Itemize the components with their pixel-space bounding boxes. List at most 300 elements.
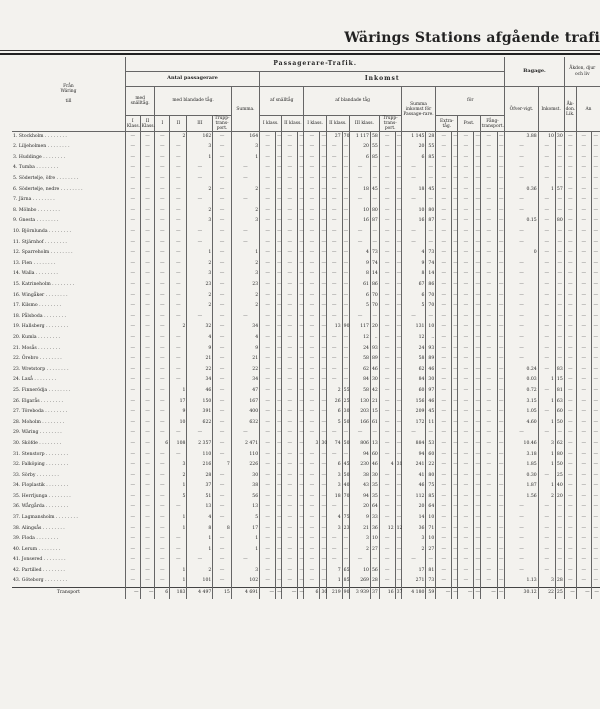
cell-sum: 3 [231,142,259,153]
cell-po: — [474,153,480,164]
cell-i: — [155,534,170,545]
cell-a3: — [591,206,600,217]
cell-e2: — [140,386,155,397]
cell-ic1: — [260,238,276,249]
cell-ic1m: — [304,365,320,376]
cell-po: — [474,418,480,429]
cell-iiio: 20 [370,322,379,333]
cell-ic1mo: 30 [320,439,326,450]
cell-xo: — [452,142,458,153]
station-name: 42. Partilled . . . . . . . . [13,568,65,574]
cell-f: — [480,269,497,280]
cell-troop: — [213,301,231,312]
cell-a3: — [591,397,600,408]
cell-a1: — [564,513,576,524]
cell-i: — [155,259,170,270]
cell-iiio: 13 [370,439,379,450]
cell-po: — [474,333,480,344]
cell-tot: 5 [401,301,426,312]
cell-t: 16 [379,587,395,599]
cell-ic1m: — [304,248,320,259]
cell-x: — [436,280,452,291]
mixed-header: med blandade tåg. [155,87,231,116]
cell-ic1o: — [276,269,282,280]
cell-fo: — [497,566,505,577]
cell-ii: — [170,333,187,344]
cell-ic2: — [282,248,298,259]
cell-ic2: — [282,344,298,355]
cell-fo: — [497,259,505,270]
cell-iiio: 28 [370,577,379,588]
cell-troop: — [213,280,231,291]
cell-a2: — [576,142,591,153]
cell-bo: — [555,153,564,164]
cell-f: — [480,502,497,513]
cell-ic1: — [260,142,276,153]
cell-a2: — [576,587,591,599]
cell-po: — [474,513,480,524]
cell-iii: — [187,163,213,174]
cell-po: — [474,238,480,249]
cell-po: — [474,163,480,174]
cell-iiio: — [370,174,379,185]
cell-iiio: 93 [370,344,379,355]
cell-bo: — [555,566,564,577]
cell-i: — [155,492,170,503]
cell-iii: 150 [187,397,213,408]
cell-troop: — [213,555,231,566]
cell-to: 37 [395,587,401,599]
cell-iiio: 35 [370,481,379,492]
cell-a2: — [576,259,591,270]
cell-po: — [474,312,480,323]
cell-a2: — [576,513,591,524]
cell-ic: — [342,450,349,461]
cell-troop: — [213,407,231,418]
cell-f: — [480,195,497,206]
cell-t: — [379,407,395,418]
cell-bo: — [555,312,564,323]
station-name: 17. Kilsmo . . . . . . . . [13,303,61,309]
table-row [12,227,600,238]
cell-bk: — [538,386,555,397]
cell-iii: 2 [187,185,213,196]
cell-iic: — [326,238,342,249]
cell-i: — [155,195,170,206]
cell-po: — [474,248,480,259]
cell-e1: — [125,354,140,365]
cell-toto: 30 [426,375,436,386]
cell-ii: 2 [170,132,187,143]
cell-a1: — [564,365,576,376]
cell-x: — [436,460,452,471]
cell-ic1: — [260,566,276,577]
cell-tot: 4 [401,248,426,259]
cell-fo: — [497,174,505,185]
cell-iiik: — [350,312,371,323]
cell-fo: — [497,513,505,524]
cell-iiik: 94 [350,450,371,461]
cell-a1: — [564,577,576,588]
cell-t: — [379,322,395,333]
cell-a2: — [576,269,591,280]
cell-sum: 4 691 [231,587,259,599]
cell-x: — [436,163,452,174]
cell-a3: — [591,471,600,482]
cell-a1: — [564,418,576,429]
cell-bk: — [538,566,555,577]
cell-po: — [474,534,480,545]
cell-ic2o: — [298,365,304,376]
cell-ic1mo: — [320,174,326,185]
cell-sum: 400 [231,407,259,418]
cell-sum: 164 [231,132,259,143]
cell-iiik: — [350,195,371,206]
cell-a2: — [576,333,591,344]
cell-po: — [474,185,480,196]
cell-t: — [379,227,395,238]
cell-e2: — [140,269,155,280]
mixed-class2-header: II [170,116,187,132]
cell-fo: — [497,163,505,174]
cell-ic2o: — [298,227,304,238]
cell-ic1m: — [304,577,320,588]
cell-e1: — [125,291,140,302]
cell-t: — [379,481,395,492]
cell-po: — [474,142,480,153]
cell-to: — [395,142,401,153]
cell-iic: 74 [326,439,342,450]
cell-ic1: — [260,386,276,397]
cell-bo: 81 [555,386,564,397]
cell-p: — [458,397,474,408]
cell-xo: — [452,577,458,588]
cell-a1: — [564,344,576,355]
cell-ii: — [170,269,187,280]
cell-bo: 80 [555,216,564,227]
cell-ic1m: — [304,545,320,556]
cell-bo: — [555,555,564,566]
cell-po: — [474,492,480,503]
cell-iii: 1 [187,545,213,556]
cell-ic1o: — [276,450,282,461]
cell-a2: — [576,206,591,217]
cell-ii: 2 [170,471,187,482]
cell-bo: — [555,344,564,355]
station-name: 22. Örebro . . . . . . . . [13,356,62,362]
header-rule [0,50,600,51]
cell-ic2: — [282,280,298,291]
cell-i: — [155,481,170,492]
cell-bo: 80 [555,450,564,461]
cell-sum: 30 [231,471,259,482]
cell-a3: — [591,301,600,312]
cell-iiik: 9 [350,513,371,524]
cell-ic1m: — [304,206,320,217]
cell-fo: — [497,397,505,408]
cell-xo: — [452,524,458,535]
cell-iiik: 10 [350,206,371,217]
cell-sum: — [231,555,259,566]
cell-p: — [458,428,474,439]
cell-ic2: — [282,195,298,206]
cell-t: 12 [379,524,395,535]
cell-ic1: — [260,365,276,376]
cell-ic: — [342,280,349,291]
cell-e1: — [125,386,140,397]
cell-po: — [474,132,480,143]
baggage-header: Bagage. [505,57,564,87]
cell-i: — [155,471,170,482]
cell-bo: — [555,174,564,185]
cell-a3: — [591,513,600,524]
cell-iic: — [326,280,342,291]
cell-to: — [395,174,401,185]
cell-x: — [436,492,452,503]
cell-a1: — [564,502,576,513]
cell-bo: — [555,248,564,259]
cell-toto: 45 [426,185,436,196]
cell-ii: — [170,354,187,365]
cell-ic1mo: — [320,492,326,503]
cell-ic1: — [260,428,276,439]
cell-tot: 16 [401,216,426,227]
cell-x: — [436,259,452,270]
station-name: 27. Töreboda . . . . . . . . [13,409,68,415]
cell-ii: — [170,206,187,217]
cell-t: — [379,163,395,174]
table-row [12,375,600,386]
cell-a2: — [576,450,591,461]
cell-a1: — [564,195,576,206]
cell-f: — [480,206,497,217]
cell-ic1: — [260,481,276,492]
cell-iiik: 130 [350,397,371,408]
cell-tot: — [401,238,426,249]
cell-xo: — [452,354,458,365]
transport-label: Transport [12,587,125,599]
cell-sum: 13 [231,502,259,513]
cell-bw: — [505,513,538,524]
cell-f: — [480,322,497,333]
cell-toto: 27 [426,545,436,556]
cell-x: — [436,386,452,397]
cell-sum: 3 [231,216,259,227]
cell-ic: 55 [342,386,349,397]
table-row [12,142,600,153]
cell-ic1m: — [304,174,320,185]
cell-tot: 60 [401,386,426,397]
cell-p: — [458,333,474,344]
cell-a1: — [564,439,576,450]
cell-i: — [155,301,170,312]
cell-f: — [480,291,497,302]
cell-ic: — [342,206,349,217]
station-name: 23. Wretstorp . . . . . . . . [13,366,69,372]
cell-bk: — [538,216,555,227]
cell-to: — [395,163,401,174]
cell-e1: — [125,322,140,333]
table-row [12,481,600,492]
cell-iiik: 58 [350,354,371,365]
station-name: 26. Elgarås . . . . . . . . [13,398,63,404]
cell-e2: — [140,513,155,524]
cell-troop: — [213,163,231,174]
cell-ic2o: — [298,333,304,344]
cell-e1: — [125,407,140,418]
station-name: 19. Hallsberg . . . . . . . . [13,324,68,330]
cell-ic1mo: — [320,577,326,588]
cell-a1: — [564,333,576,344]
cell-ic: — [342,163,349,174]
cell-f: — [480,280,497,291]
cell-e2: — [140,460,155,471]
cell-po: — [474,428,480,439]
cell-e2: — [140,280,155,291]
cell-t: 4 [379,460,395,471]
cell-ic1o: — [276,142,282,153]
cell-i: — [155,365,170,376]
table-row [12,386,600,397]
cell-e2: — [140,545,155,556]
cell-ic2: — [282,513,298,524]
cell-bk: — [538,555,555,566]
cell-ic1o: — [276,280,282,291]
cell-ic2o: — [298,238,304,249]
cell-ic1m: — [304,375,320,386]
cell-bo: — [555,534,564,545]
cell-tot: — [401,163,426,174]
cell-xo: — [452,238,458,249]
cell-a2: — [576,481,591,492]
cell-fo: — [497,344,505,355]
cell-ic1m: — [304,132,320,143]
cell-ic2o: — [298,460,304,471]
cell-p: — [458,439,474,450]
cell-po: — [474,545,480,556]
cell-t: — [379,555,395,566]
cell-po: — [474,460,480,471]
cell-po: — [474,216,480,227]
cell-t: — [379,365,395,376]
cell-ic2: — [282,492,298,503]
station-name: 4. Tumba . . . . . . . . [13,165,59,171]
cell-a3: — [591,375,600,386]
cell-ic1: — [260,555,276,566]
cell-ic2: — [282,471,298,482]
table-row [12,291,600,302]
cell-bw: — [505,566,538,577]
cell-ic1m: — [304,481,320,492]
cell-bo: 28 [555,577,564,588]
cell-iiio: 85 [370,153,379,164]
cell-p: — [458,174,474,185]
cell-ic2o: — [298,259,304,270]
cell-ic2: — [282,450,298,461]
cell-bo: 60 [555,407,564,418]
cell-ic1o: — [276,216,282,227]
cell-x: — [436,153,452,164]
cell-ic1o: — [276,460,282,471]
cell-bw: — [505,195,538,206]
cell-ic1mo: — [320,269,326,280]
cell-p: — [458,291,474,302]
cell-tot: — [401,227,426,238]
cell-troop: — [213,534,231,545]
cell-ic: — [342,227,349,238]
cell-iic: 6 [326,407,342,418]
cell-p: — [458,460,474,471]
cell-t: — [379,502,395,513]
cell-iiik: — [350,174,371,185]
for-header: för [436,87,505,116]
cell-ic2: — [282,301,298,312]
cell-i: — [155,545,170,556]
cell-bw: — [505,312,538,323]
cell-fo: — [497,238,505,249]
cell-t: — [379,132,395,143]
cell-f: — [480,418,497,429]
cell-x: — [436,132,452,143]
cell-ic2: — [282,227,298,238]
cell-ii: — [170,142,187,153]
cell-toto: — [426,195,436,206]
cell-p: — [458,354,474,365]
cell-bk: — [538,407,555,418]
cell-ic: — [342,375,349,386]
cell-f: — [480,534,497,545]
cell-e1: — [125,555,140,566]
cell-bo: — [555,513,564,524]
cell-iiio: 21 [370,397,379,408]
cell-iiio: 74 [370,259,379,270]
cell-p: — [458,259,474,270]
station-name: 5. Södertelje, öfre . . . . . . . . [13,176,79,182]
cell-ic: 50 [342,418,349,429]
cell-tot: 271 [401,577,426,588]
cell-toto: — [426,227,436,238]
cell-iiio: — [370,227,379,238]
cell-ic1: — [260,471,276,482]
cell-po: — [474,524,480,535]
cell-ic: — [342,216,349,227]
cell-i: 6 [155,439,170,450]
cell-ic1: — [260,195,276,206]
cell-a2: — [576,153,591,164]
cell-ic1o: — [276,227,282,238]
cell-tot: 131 [401,322,426,333]
station-name: 21. Mosås . . . . . . . . [13,345,61,351]
cell-to: — [395,365,401,376]
income-mixed-iii-header: III klass. [350,116,380,132]
cell-sum: 2 [231,206,259,217]
cell-ic1m: — [304,344,320,355]
cell-ic2: — [282,418,298,429]
cell-t: — [379,333,395,344]
table-row [12,418,600,429]
cell-bo: — [555,322,564,333]
cell-to: — [395,450,401,461]
num-passengers-header: Antal passagerare [125,72,259,87]
cell-toto: 71 [426,524,436,535]
station-name: 35. Herrljunga . . . . . . . . [13,493,71,499]
cell-po: — [474,322,480,333]
cell-bw: — [505,534,538,545]
cell-toto: — [426,174,436,185]
cell-iii: 3 [187,142,213,153]
cell-t: — [379,534,395,545]
cell-ic1o: — [276,153,282,164]
